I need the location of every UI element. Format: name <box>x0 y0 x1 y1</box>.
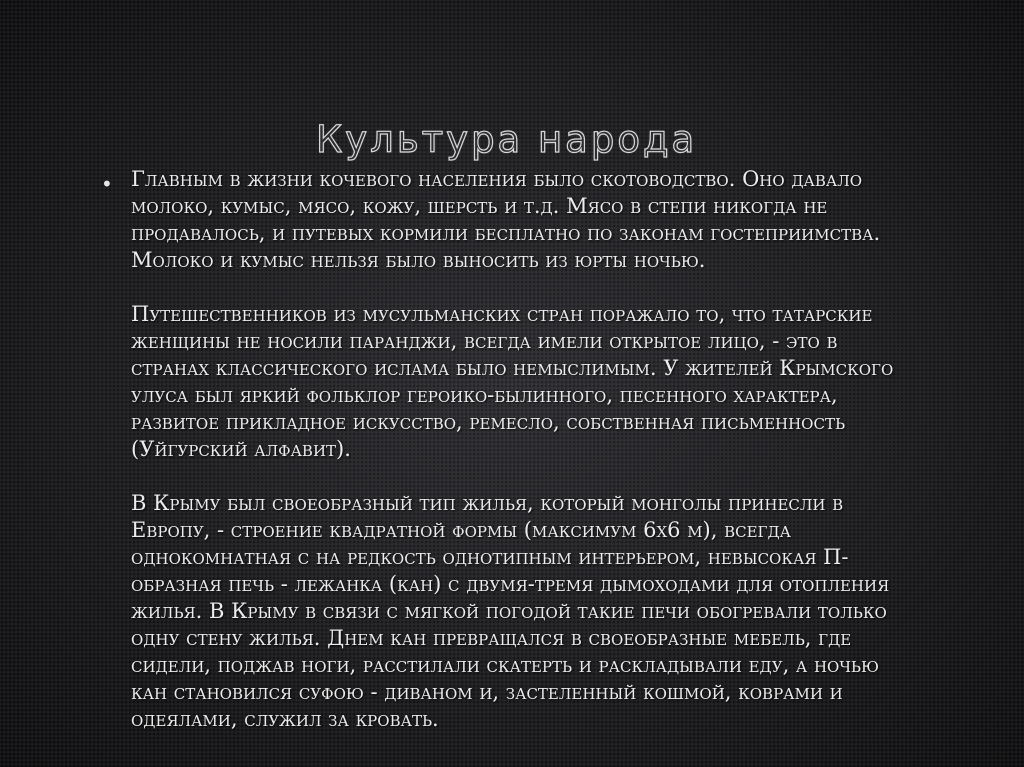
paragraph-gap <box>131 274 921 301</box>
paragraph-line: жилья. В Крыму в связи с мягкой погодой такие печи обогревали только <box>131 599 887 623</box>
bullet-marker: • <box>101 172 113 196</box>
body-text <box>131 166 921 733</box>
paragraph-line: молоко, кумыс, мясо, кожу, шерсть и т.д. Мясо в степи никогда не <box>131 194 828 218</box>
paragraph-line: В Крыму был своеобразный тип жилья, который монголы принесли в <box>131 491 844 515</box>
paragraph-line: одну стену жилья. Днем кан превращался в своеобразные мебель, где <box>131 626 852 650</box>
paragraph-line: продавалось, и путевых кормили бесплатно по законам гостеприимства. <box>131 221 881 245</box>
paragraph-2 <box>131 301 921 463</box>
paragraph-line: улуса был яркий фольклор героико-былинного, песенного характера, <box>131 383 838 407</box>
paragraph-gap <box>131 463 921 490</box>
paragraph-line: женщины не носили паранджи, всегда имели открытое лицо, - это в <box>131 329 838 353</box>
paragraph-line: сидели, поджав ноги, расстилали скатерть и раскладывали еду, а ночью <box>131 653 879 677</box>
paragraph-1 <box>131 166 921 274</box>
paragraph-line: развитое прикладное искусство, ремесло, собственная письменность <box>131 410 846 434</box>
paragraph-line: однокомнатная с на редкость однотипным интерьером, невысокая П- <box>131 545 849 569</box>
paragraph-line: одеялами, служил за кровать. <box>131 707 439 731</box>
paragraph-line: Путешественников из мусульманских стран поражало то, что татарские <box>131 302 873 326</box>
paragraph-line: странах классического ислама было немыслимым. У жителей Крымского <box>131 356 894 380</box>
paragraph-line: Главным в жизни кочевого населения было скотоводство. Оно давало <box>131 167 863 191</box>
slide-title: Культура народа <box>316 118 698 161</box>
paragraph-line: кан становился суфою - диваном и, застеленный кошмой, коврами и <box>131 680 843 704</box>
paragraph-3 <box>131 490 921 733</box>
paragraph-line: образная печь - лежанка (кан) с двумя-тремя дымоходами для отопления <box>131 572 890 596</box>
paragraph-line: Европу, - строение квадратной формы (максимум 6х6 м), всегда <box>131 518 792 542</box>
paragraph-line: Молоко и кумыс нельзя было выносить из юрты ночью. <box>131 248 706 272</box>
paragraph-line: (Уйгурский алфавит). <box>131 437 351 461</box>
